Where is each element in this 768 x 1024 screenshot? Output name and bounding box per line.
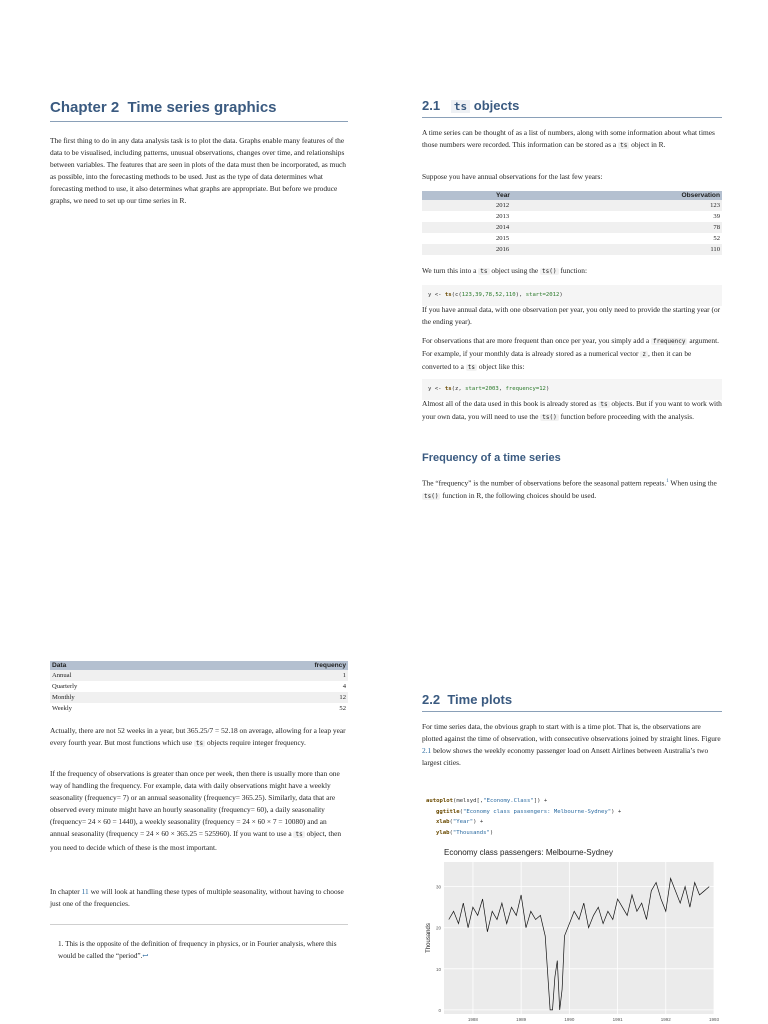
page-1 (0, 0, 384, 512)
x-tick-label: 1993 (708, 1017, 720, 1022)
paragraph-ts-intro: A time series can be thought of as a list of numbers, along with some information about what times those numbers were recorded. This information can be stored as a ts object in R. (422, 128, 715, 150)
x-tick-label: 1989 (516, 1017, 527, 1022)
table-row: 2013 39 (496, 213, 720, 220)
y-tick-label: 10 (435, 966, 441, 972)
footnote-link[interactable]: 1 (666, 479, 669, 484)
page-2 (384, 0, 768, 512)
paragraph-frequency-def: The “frequency” is the number of observations before the seasonal pattern repeats.$^1$ When using the ts() function in R, the following choices should be used. (422, 478, 717, 500)
code-block-autoplot: autoplot(melsyd[,"Economy.Class"]) + ggtitle("Economy class passengers: Melbourne-Sydney") + xlab("Year") + ylab("Thousands") (422, 791, 722, 843)
footnote-back-link[interactable]: ↩ (142, 952, 149, 961)
table-header-frequency: frequency (185, 661, 348, 670)
table-row: 2015 52 (496, 235, 720, 242)
frequency-table (50, 661, 348, 714)
year-observation-table (422, 191, 722, 255)
subheading-frequency: Frequency of a time series (422, 452, 561, 464)
table-header-data: Data (50, 661, 185, 670)
footnote-text: This is the opposite of the definition of frequency in physics, or in Fourier analysis, where this would be called the “period”. (58, 940, 337, 961)
x-tick-label: 1992 (660, 1017, 671, 1022)
code-block-ts-annual: y <- ts(c(123,39,78,52,110), start=2012) (422, 285, 722, 306)
table-row: Monthly 12 (52, 694, 346, 701)
paragraph-frequency-arg: For observations that are more frequent than once per year, you simply add a frequency argument. For example, if your monthly data is already stored as a numerical vector z , then it can be converted to a ts object like this: (422, 336, 719, 372)
table-row: Quarterly 4 (52, 683, 346, 690)
y-tick-label: 30 (435, 884, 441, 890)
section-2-1-heading (422, 98, 722, 118)
section-number: 2.2 (422, 692, 441, 707)
paragraph-multiple-frequencies: If the frequency of observations is greater than once per week, then there is usually more than one way of handling the frequency. For example, data with daily observations might have a weekly seasonality (frequency= 7) or an annual seasonality (frequency= 365.25). Similarly, data that are observed every minute might have an hourly seasonality (frequency= 60), a daily seasonality (frequency= 24 × 60 = 1440), a weekly seasonality (frequency = 24 × 60 × 7 = 10080) and an annual seasonality (frequency = 24 × 60 × 365.25 = 525960). If you want to use a ts object, then you need to decide which of these is the most important. (50, 769, 342, 852)
chapter-intro: The first thing to do in any data analysis task is to plot the data. Graphs enable many features of the data to be visualised, including patterns, unusual observations, changes over time, and relationships between variables. The features that are seen in plots of the data must then be incorporated, as much as possible, into the forecasting methods to be used. Just as the type of data determines what forecasting method to use, it also determines what graphs are appropriate. But before we produce graphs, we need to set up our time series in R. (50, 136, 346, 206)
table-header-year: Year (422, 191, 626, 200)
table-row: Weekly 52 (52, 705, 346, 712)
table-row: 2012 123 (422, 200, 722, 211)
section-number: 2.1 (422, 98, 441, 113)
code-block-ts-monthly: y <- ts(z, start=2003, frequency=12) (422, 379, 722, 400)
paragraph-annual-obs: Suppose you have annual observations for the last few years: (422, 172, 603, 181)
chapter-heading (50, 99, 348, 122)
x-tick-label: 1988 (467, 1017, 478, 1022)
x-tick-label: 1990 (564, 1017, 575, 1022)
footnote (58, 938, 348, 962)
chapter-label: Chapter 2 (50, 99, 120, 116)
paragraph-own-data: Almost all of the data used in this book is already stored as ts objects. But if you want to work with your own data, you will need to use the ts() function before proceeding with the analysis. (422, 399, 722, 422)
y-axis-ticks (436, 885, 442, 1013)
section-title: objects (473, 98, 520, 113)
chapter-11-link[interactable]: 11 (81, 887, 89, 896)
section-2-2-heading (422, 692, 722, 712)
paragraph-weeks-in-year: Actually, there are not 52 weeks in a year, but 365.25/7 = 52.18 on average, allowing for a leap year every fourth year. But most functions which use ts objects require integer frequency. (50, 726, 346, 748)
y-tick-label: 0 (438, 1007, 441, 1013)
chapter-title: Time series graphics (127, 99, 277, 116)
figure-2-1-link[interactable]: 2.1 (422, 746, 432, 756)
section-code: ts (451, 100, 470, 113)
x-tick-label: 1991 (612, 1017, 623, 1022)
paragraph-annual-data: If you have annual data, with one observation per year, you only need to provide the starting year (or the ending year). (422, 305, 721, 327)
economy-passengers-chart (422, 846, 722, 1024)
chart-title: Economy class passengers: Melbourne-Sydney (444, 848, 613, 857)
table-row: Annual 1 (52, 672, 346, 679)
section-title: Time plots (447, 692, 513, 707)
x-axis-ticks (468, 1017, 720, 1022)
table-header-observation: Observation (626, 191, 722, 200)
y-axis-label: Thousands (426, 923, 432, 953)
plot-background (444, 862, 714, 1014)
footnote-number: 1. (58, 940, 64, 948)
page-3 (0, 512, 384, 1024)
paragraph-chapter-11: In chapter 11 we will look at handling these types of multiple seasonality, without having to choose just one of the frequencies. (50, 887, 344, 909)
paragraph-time-plots: For time series data, the obvious graph to start with is a time plot. That is, the observations are plotted against the time of observation, with consecutive observations joined by straight lines. Figure 2.1 below shows the weekly economy passenger load on Ansett Airlines between Australia’s two largest cities. (422, 722, 721, 768)
footnote-divider (50, 924, 348, 925)
table-row: 2014 78 (422, 222, 722, 233)
paragraph-turn-into-ts: We turn this into a ts object using the ts() function: (422, 266, 588, 275)
table-row: 2016 110 (422, 244, 722, 255)
y-tick-label: 20 (435, 925, 441, 931)
